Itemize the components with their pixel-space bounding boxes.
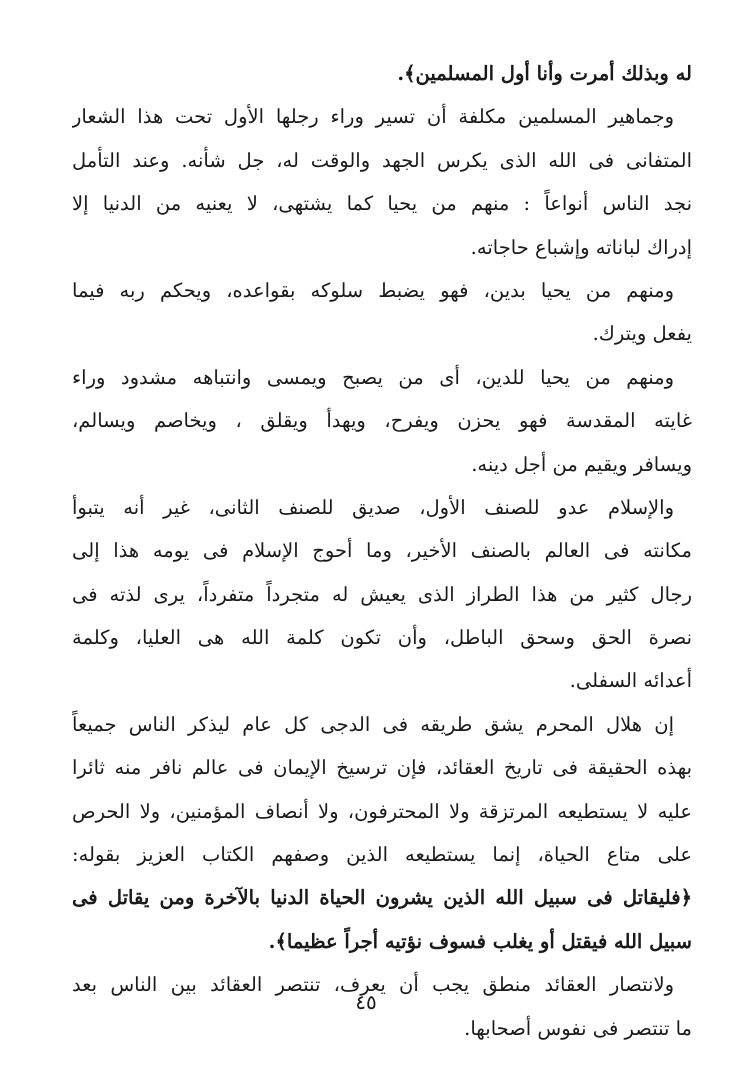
text-line: يفعل ويترك. [592, 322, 692, 346]
text-line: غايته المقدسة فهو يحزن ويفرح، ويهدأ ويقلق ، ويخاصم ويسالم، [72, 409, 692, 433]
page-number: ٤٥ [355, 990, 377, 1014]
text-line: مكانته فى العالم بالصنف الأخير، وما أحوج الإسلام فى يومه هذا إلى [72, 539, 692, 563]
text-line: والإسلام عدو للصنف الأول، صديق للصنف الثانى، غير أنه يتبوأ [72, 495, 674, 519]
text-line: ويسافر ويقيم من أجل دينه. [471, 452, 692, 476]
text-line: ومنهم من يحيا للدين، أى من يصبح ويمسى وانتباهه مشدود وراء [72, 365, 674, 389]
text-line: إن هلال المحرم يشق طريقه فى الدجى كل عام ليذكر الناس جميعاً [72, 712, 674, 736]
text-line: ﴿فليقاتل فى سبيل الله الذين يشرون الحياة الدنيا بالآخرة ومن يقاتل فى [72, 886, 692, 910]
text-line: المتفانى فى الله الذى يكرس الجهد والوقت له، جل شأنه. وعند التأمل [72, 148, 692, 172]
text-line: سبيل الله فيقتل أو يغلب فسوف نؤتيه أجراً عظيما﴾. [268, 929, 692, 953]
text-line: نجد الناس أنواعاً : منهم من يحيا كما يشتهى، لا يعنيه من الدنيا إلا [72, 192, 692, 216]
text-line: رجال كثير من هذا الطراز الذى يعيش له متجرداً متفرداً، يرى لذته فى [72, 582, 692, 606]
text-line: ولانتصار العقائد منطق يجب أن يعرف، تنتصر العقائد بين الناس بعد [72, 973, 674, 997]
text-line: وجماهير المسلمين مكلفة أن تسير وراء رجلها الأول تحت هذا الشعار [72, 105, 674, 129]
text-line: ومنهم من يحيا بدين، فهو يضبط سلوكه بقواعده، ويحكم ربه فيما [72, 278, 674, 302]
text-line: نصرة الحق وسحق الباطل، وأن تكون كلمة الله هى العليا، وكلمة [72, 626, 692, 650]
text-line: إدراك لباناته وإشباع حاجاته. [470, 235, 692, 259]
text-line: أعدائه السفلى. [569, 669, 692, 693]
text-line: له وبذلك أمرت وأنا أول المسلمين﴾. [397, 62, 692, 85]
page-body [72, 52, 692, 1050]
text-line: عليه لا يستطيعه المرتزقة ولا المحترفون، ولا أنصاف المؤمنين، ولا الحرص [72, 799, 692, 823]
text-line: ما تنتصر فى نفوس أصحابها. [464, 1016, 692, 1040]
text-line: على متاع الحياة، إنما يستطيعه الذين وصفهم الكتاب العزيز بقوله: [72, 843, 692, 867]
text-line: بهذه الحقيقة فى تاريخ العقائد، فإن ترسيخ الإيمان فى عالم نافر منه ثائرا [72, 756, 692, 780]
